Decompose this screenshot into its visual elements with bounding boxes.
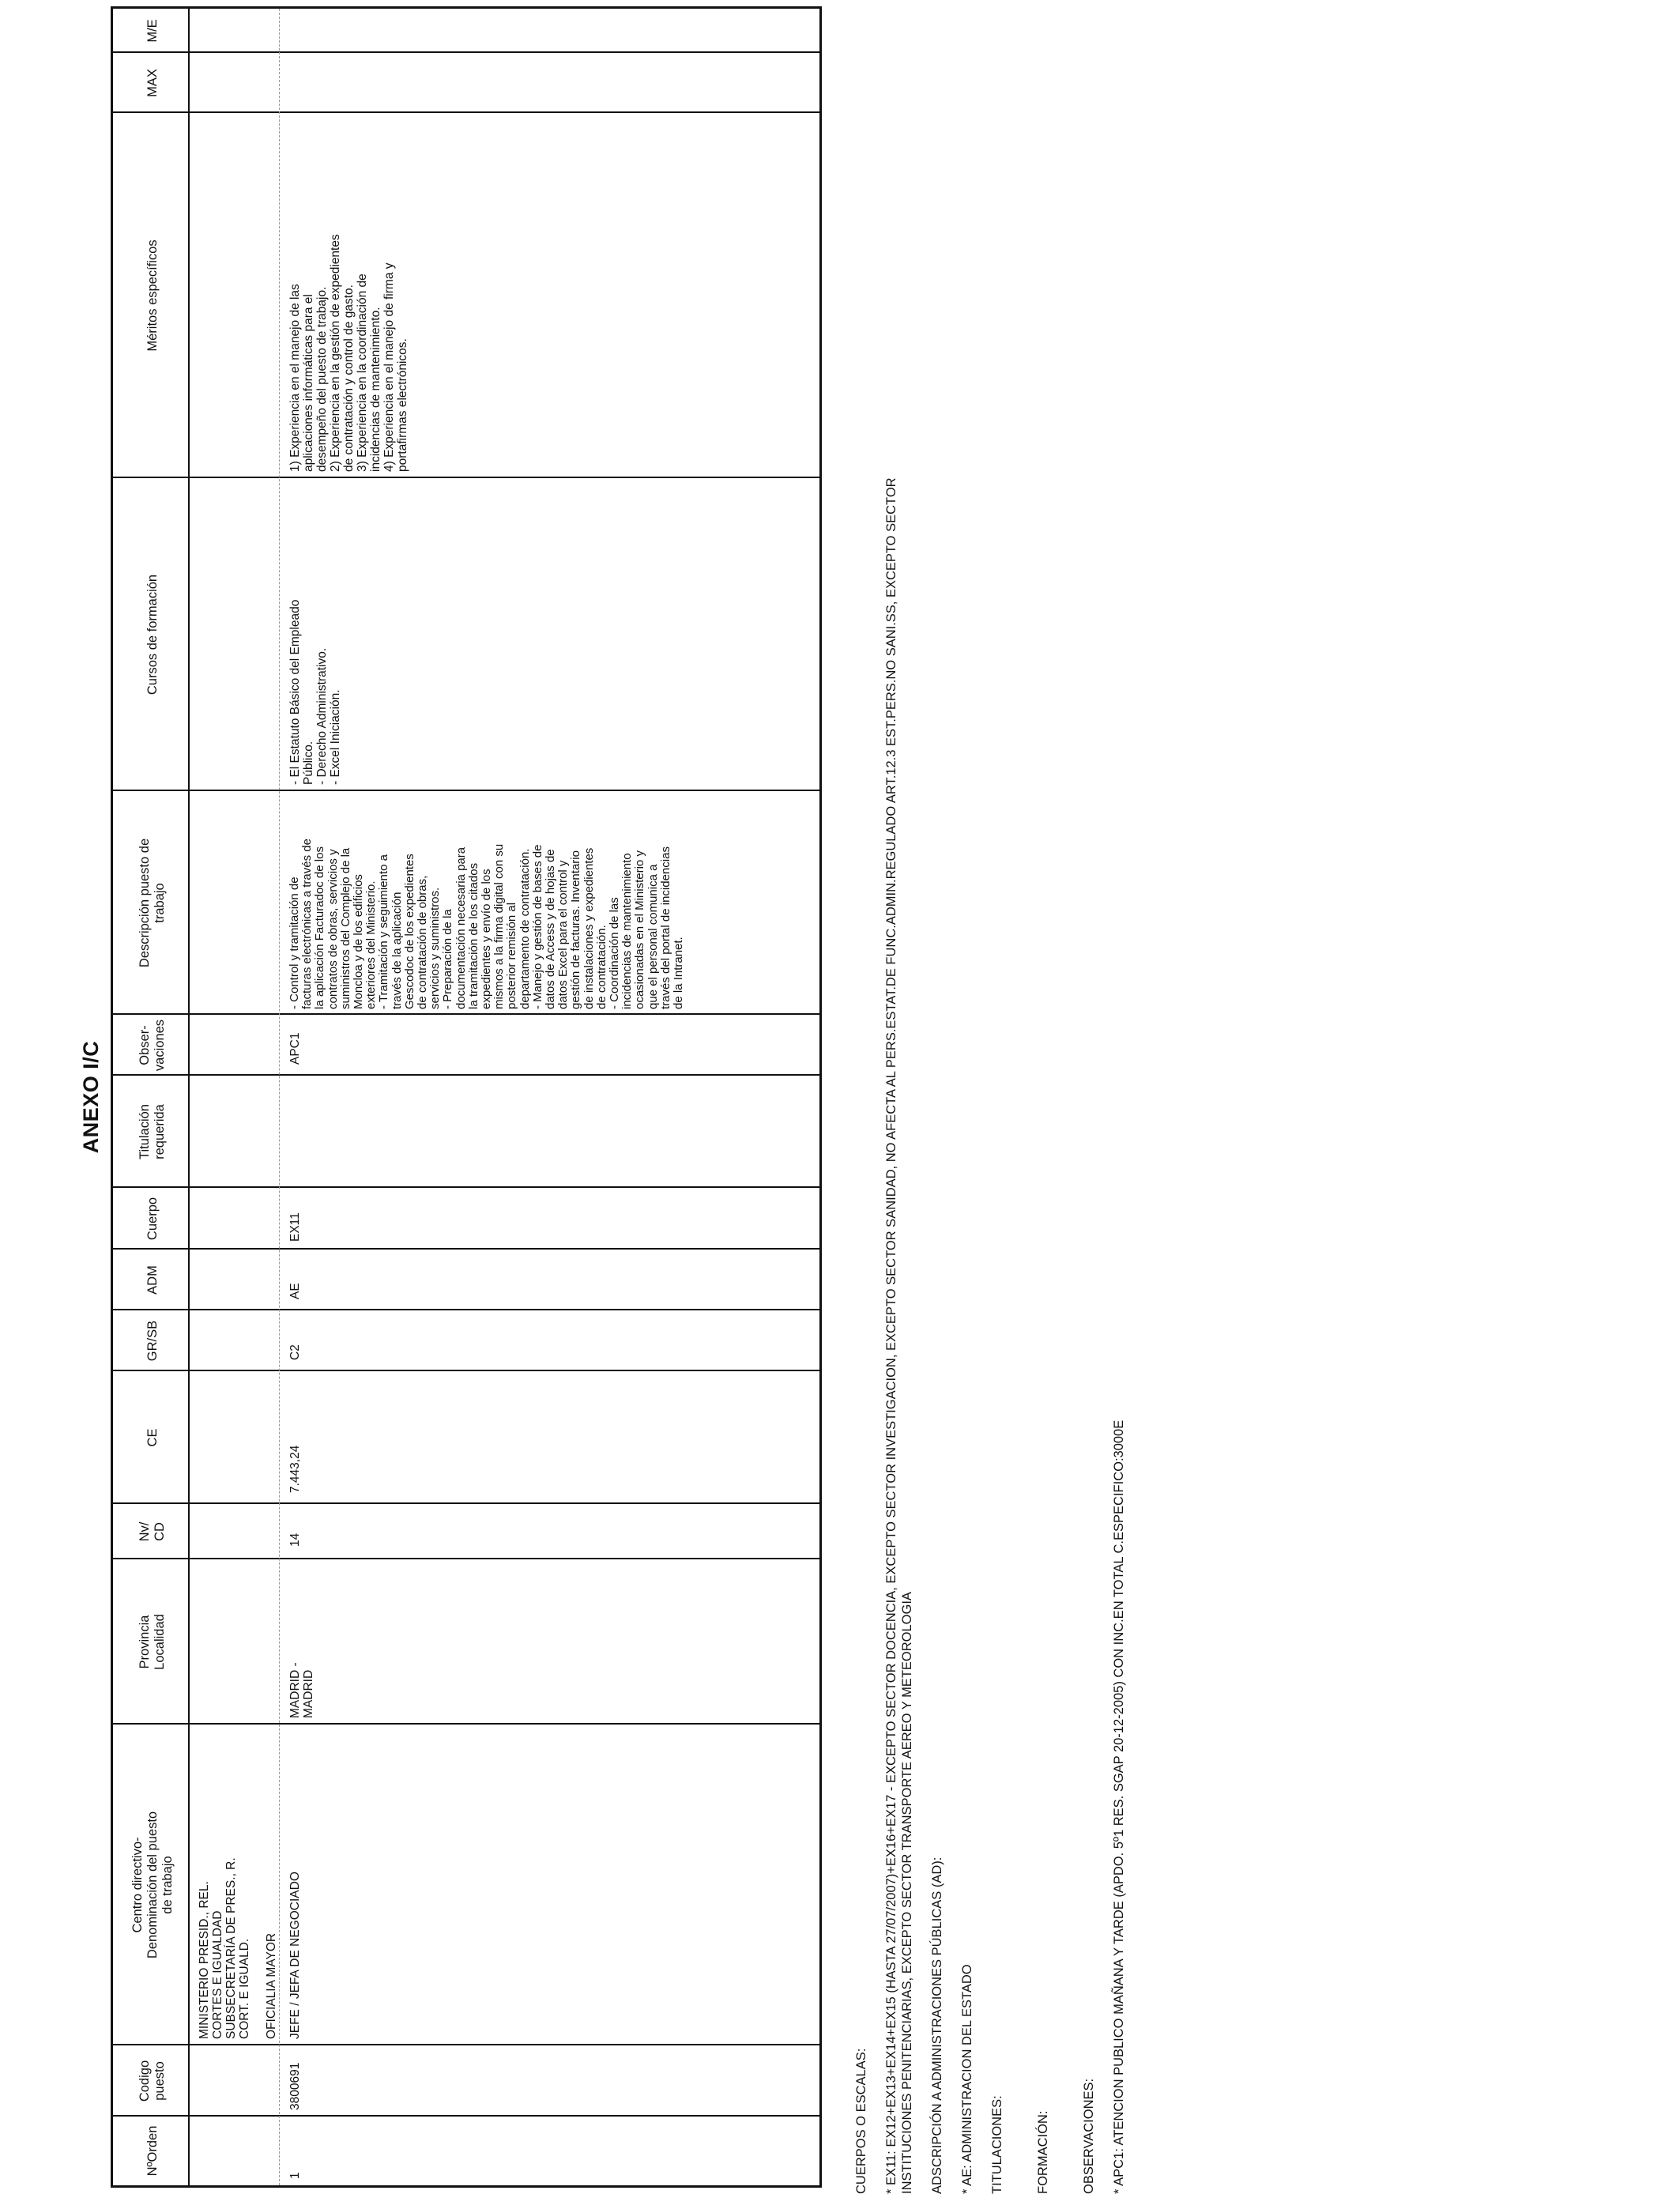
header-me: M/E [145, 19, 160, 43]
col-divider [113, 51, 819, 53]
header-observaciones: Obser- vaciones [137, 1019, 167, 1072]
col-divider [113, 1013, 819, 1015]
group-centro-directivo: MINISTERIO PRESID., REL. CORTES E IGUALDAD SUBSECRETARÍA DE PRES., R. CORT. E IGUALD. OFICIALIA MAYOR [198, 1726, 278, 2042]
col-divider [113, 1186, 819, 1188]
row-cursos: - El Estatuto Básico del Empleado Público. - Derecho Administrativo. - Excel Iniciación. [288, 599, 342, 785]
row-nivel: 14 [288, 1532, 302, 1547]
row-provincia: MADRID - MADRID [288, 1662, 315, 1718]
header-centro: Centro directivo- Denominación del puesto de trabajo [130, 1811, 175, 1959]
row-meritos: 1) Experiencia en el manejo de las aplicaciones informáticas para el desempeño del puesto de trabajo. 2) Experiencia en la gestión de expedientes de contratación y control de gasto. 3) Experiencia en la coordinación de incidencias de mantenimiento. 4) Experiencia en el manejo de firma y portafirmas electrónicos. [288, 234, 409, 472]
header-provincia: Provincia Localidad [137, 1614, 167, 1670]
header-titulacion: Titulación requerida [137, 1104, 167, 1160]
row-observaciones: APC1 [288, 1032, 302, 1065]
notes-adscripcion-heading: ADSCRIPCIÓN A ADMINISTRACIONES PÚBLICAS (AD): [930, 1857, 944, 2194]
notes-formacion-heading: FORMACIÓN: [1036, 2110, 1050, 2194]
row-orden: 1 [288, 2172, 302, 2179]
notes-titulaciones-heading: TITULACIONES: [990, 2095, 1004, 2194]
header-cuerpo: Cuerpo [145, 1197, 160, 1241]
header-ce: CE [145, 1428, 160, 1447]
group-unidad: OFICIALIA MAYOR [265, 1932, 278, 2039]
col-divider [113, 1248, 819, 1250]
header-meritos: Méritos específicos [145, 239, 160, 352]
notes-cuerpos-line1: * EX11: EX12+EX13+EX14+EX15 (HASTA 27/07/2007)+EX16+EX17 - EXCEPTO SECTOR DOCENCIA, EXCEPTO SECTOR INVESTIGACION, EXCEPTO SECTOR SANIDAD, NO AFECTA AL PERS.ESTAT.DE FUNC.ADMIN.REGULADO ART.12.3 EST.PERS.NO SANI.SS, EXCEPTO SECTOR [884, 477, 898, 2194]
header-nivel: Nv/ CD [137, 1521, 167, 1542]
col-divider [113, 111, 819, 113]
col-divider [113, 2115, 819, 2117]
row-denominacion: JEFE / JEFA DE NEGOCIADO [288, 1872, 302, 2039]
col-divider [113, 1309, 819, 1310]
notes-cuerpos-line2: INSTITUCIONES PENITENCIARIAS, EXCEPTO SECTOR TRANSPORTE AEREO Y METEOROLOGIA [900, 1592, 914, 2194]
col-divider [113, 477, 819, 478]
col-divider [113, 1370, 819, 1371]
header-descripcion: Descripción puesto de trabajo [137, 838, 167, 968]
row-ce: 7.443,24 [288, 1445, 302, 1493]
row-cuerpo: EX11 [288, 1212, 302, 1242]
col-divider [113, 1558, 819, 1559]
row-grsb: C2 [288, 1344, 302, 1360]
notes-cuerpos-heading: CUERPOS O ESCALAS: [854, 2048, 868, 2194]
col-divider [113, 2044, 819, 2045]
header-grsb: GR/SB [145, 1320, 160, 1362]
vacancy-table [111, 6, 822, 2188]
col-divider [113, 1074, 819, 1076]
notes-observaciones-heading: OBSERVACIONES: [1082, 2078, 1096, 2194]
col-divider [113, 1723, 819, 1725]
col-divider [113, 1502, 819, 1504]
page-title: ANEXO I/C [79, 1040, 103, 1154]
notes-adscripcion-line: * AE: ADMINISTRACION DEL ESTADO [960, 1964, 974, 2194]
header-max: MAX [145, 69, 160, 97]
header-codigo: Codigo puesto [137, 2060, 167, 2102]
notes-observaciones-line: * APC1: ATENCION PUBLICO MAÑANA Y TARDE (APDO. 5º1 RES. SGAP 20-12-2005) CON INC.EN TOTAL C.ESPECIFICO:3000E [1112, 1419, 1126, 2194]
header-cursos: Cursos de formación [145, 574, 160, 696]
header-adm: ADM [145, 1265, 160, 1295]
row-adm: AE [288, 1283, 302, 1299]
row-codigo: 3800691 [288, 2062, 302, 2110]
row-divider [279, 9, 280, 2185]
row-descripcion: - Control y tramitación de facturas electrónicas a través de la aplicación Facturadoc de los contratos de obras, servicios y suministros del Complejo de la Moncloa y de los edificios exteriores del Ministerio. - Tramitación y seguimiento a través de la aplicación Gescodoc de los expedientes de contratación de obras, servicios y suministros. - Preparación de la documentación necesaria para la tramitación de los citados expedientes y envío de los mismos a la firma digital con su posterior remisión al departamento de contratación. - Manejo y gestión de bases de datos de Access y de hojas de datos Excel para el control y gestión de facturas. Inventario de instalaciones y expedientes de contratación. - Coordinación de las incidencias de mantenimiento ocasionadas en el Ministerio y que el personal comunica a través del portal de incidencias de la Intranet. [288, 839, 686, 1009]
header-orden: Nº Orden [145, 2125, 160, 2177]
